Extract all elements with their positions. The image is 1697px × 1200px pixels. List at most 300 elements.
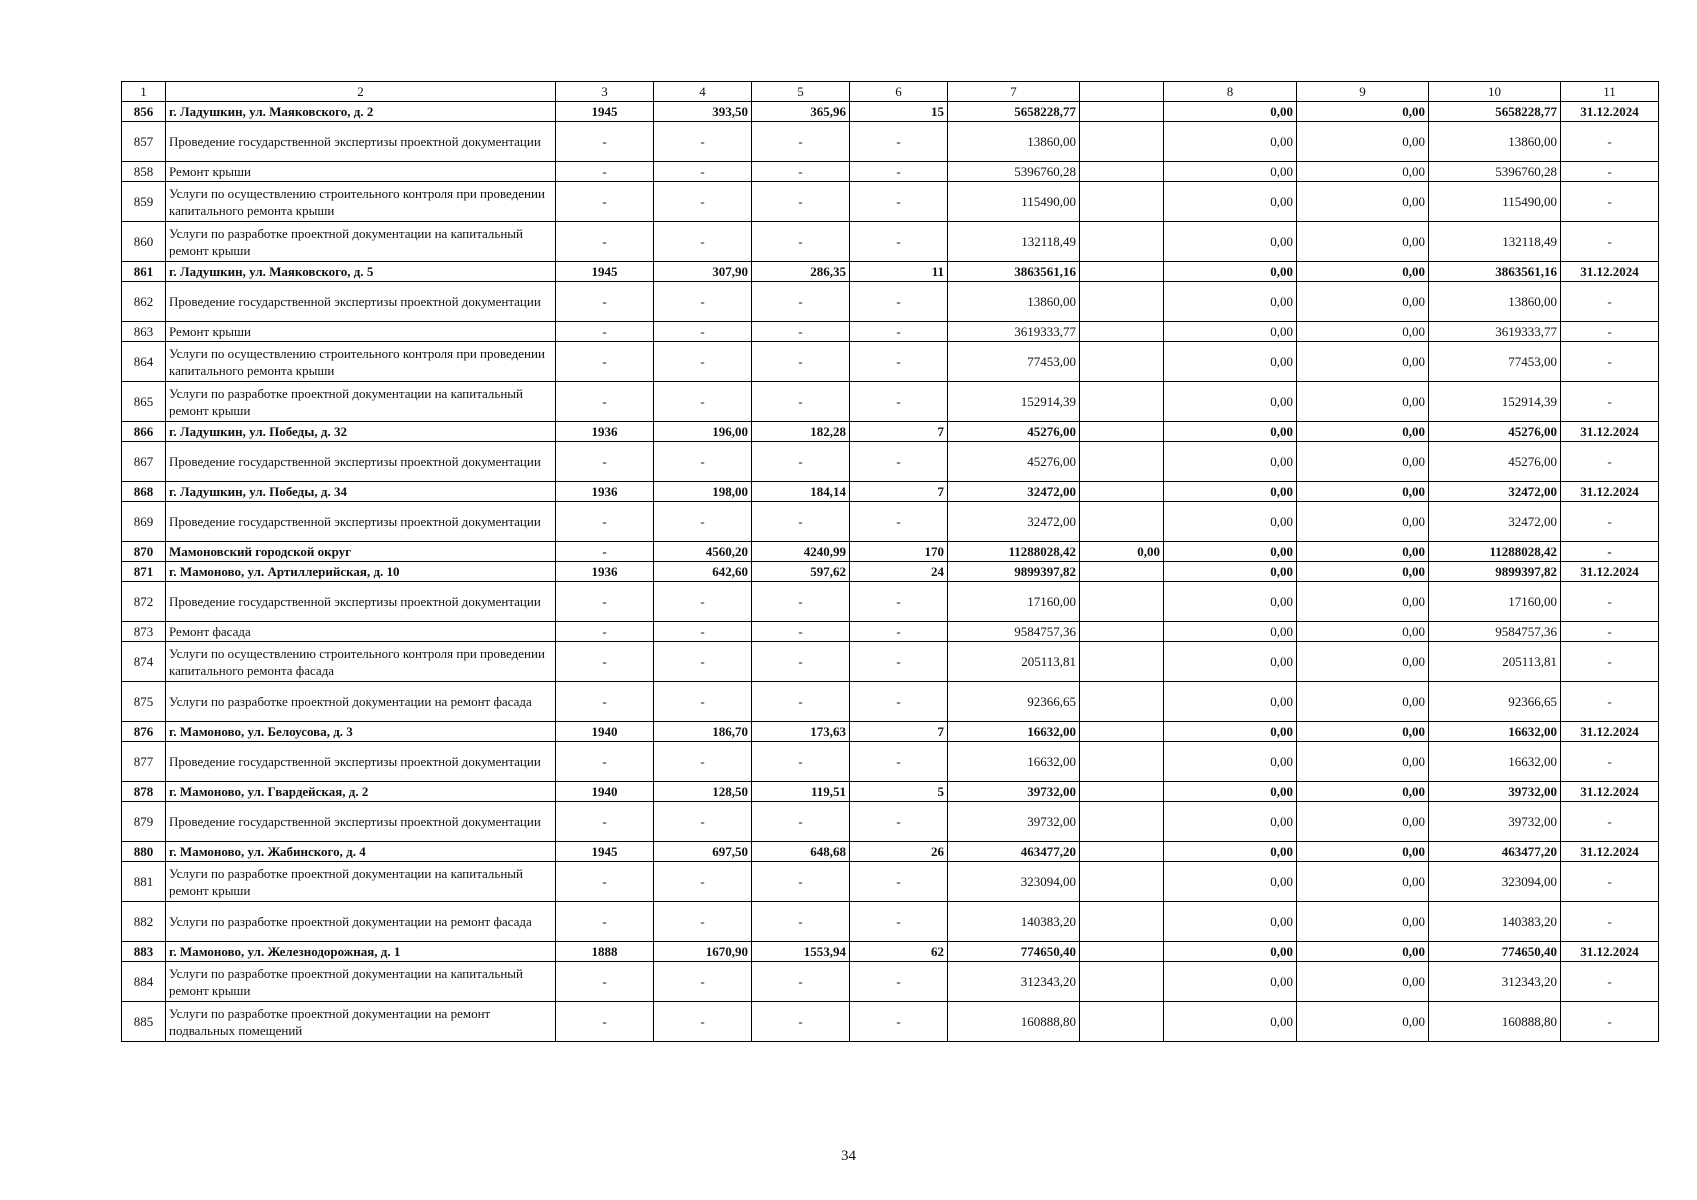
table-row	[122, 102, 1659, 122]
total-area: -	[654, 682, 752, 722]
total-cost: 152914,39	[948, 382, 1080, 422]
build-year: -	[556, 382, 654, 422]
regional-funds: 0,00	[1297, 642, 1429, 682]
build-year: -	[556, 342, 654, 382]
repair-program-table	[121, 81, 1659, 1042]
build-year: -	[556, 902, 654, 942]
owner-funds: 13860,00	[1429, 122, 1561, 162]
row-name: Услуги по разработке проектной документации на ремонт подвальных помещений	[166, 1002, 556, 1042]
row-number: 867	[122, 442, 166, 482]
completion-date: -	[1561, 742, 1659, 782]
row-number: 880	[122, 842, 166, 862]
completion-date: -	[1561, 802, 1659, 842]
completion-date: -	[1561, 322, 1659, 342]
total-area: -	[654, 1002, 752, 1042]
row-number: 870	[122, 542, 166, 562]
owner-funds: 323094,00	[1429, 862, 1561, 902]
regional-funds: 0,00	[1297, 742, 1429, 782]
row-name: Проведение государственной экспертизы проектной документации	[166, 442, 556, 482]
total-cost: 5396760,28	[948, 162, 1080, 182]
regional-funds: 0,00	[1297, 902, 1429, 942]
total-area: -	[654, 122, 752, 162]
total-cost: 9899397,82	[948, 562, 1080, 582]
regional-funds: 0,00	[1297, 1002, 1429, 1042]
federal-funds: 0,00	[1164, 322, 1297, 342]
residents-count: 11	[850, 262, 948, 282]
regional-funds: 0,00	[1297, 262, 1429, 282]
regional-funds: 0,00	[1297, 102, 1429, 122]
regional-funds: 0,00	[1297, 122, 1429, 162]
owner-funds: 16632,00	[1429, 742, 1561, 782]
completion-date: -	[1561, 682, 1659, 722]
living-area: 1553,94	[752, 942, 850, 962]
col-header: 2	[166, 82, 556, 102]
row-name: г. Мамоново, ул. Жабинского, д. 4	[166, 842, 556, 862]
build-year: -	[556, 862, 654, 902]
total-cost: 17160,00	[948, 582, 1080, 622]
extra-cost	[1080, 282, 1164, 322]
living-area: -	[752, 1002, 850, 1042]
living-area: 365,96	[752, 102, 850, 122]
total-cost: 39732,00	[948, 802, 1080, 842]
owner-funds: 3619333,77	[1429, 322, 1561, 342]
total-area: -	[654, 962, 752, 1002]
row-name: Услуги по осуществлению строительного контроля при проведении капитального ремонта крыши	[166, 182, 556, 222]
row-number: 859	[122, 182, 166, 222]
extra-cost	[1080, 382, 1164, 422]
owner-funds: 32472,00	[1429, 482, 1561, 502]
build-year: -	[556, 622, 654, 642]
row-name: Услуги по разработке проектной документации на капитальный ремонт крыши	[166, 382, 556, 422]
living-area: 184,14	[752, 482, 850, 502]
owner-funds: 16632,00	[1429, 722, 1561, 742]
build-year: -	[556, 802, 654, 842]
regional-funds: 0,00	[1297, 422, 1429, 442]
owner-funds: 152914,39	[1429, 382, 1561, 422]
build-year: 1940	[556, 722, 654, 742]
extra-cost	[1080, 862, 1164, 902]
federal-funds: 0,00	[1164, 422, 1297, 442]
completion-date: 31.12.2024	[1561, 102, 1659, 122]
total-cost: 92366,65	[948, 682, 1080, 722]
residents-count: -	[850, 902, 948, 942]
federal-funds: 0,00	[1164, 622, 1297, 642]
build-year: -	[556, 182, 654, 222]
build-year: -	[556, 1002, 654, 1042]
federal-funds: 0,00	[1164, 382, 1297, 422]
owner-funds: 463477,20	[1429, 842, 1561, 862]
completion-date: -	[1561, 622, 1659, 642]
residents-count: -	[850, 442, 948, 482]
total-area: 393,50	[654, 102, 752, 122]
col-header: 10	[1429, 82, 1561, 102]
row-name: Мамоновский городской округ	[166, 542, 556, 562]
total-cost: 16632,00	[948, 742, 1080, 782]
row-name: Услуги по разработке проектной документации на ремонт фасада	[166, 682, 556, 722]
col-header: 4	[654, 82, 752, 102]
row-number: 869	[122, 502, 166, 542]
total-cost: 774650,40	[948, 942, 1080, 962]
federal-funds: 0,00	[1164, 942, 1297, 962]
total-cost: 312343,20	[948, 962, 1080, 1002]
row-number: 856	[122, 102, 166, 122]
total-area: -	[654, 162, 752, 182]
owner-funds: 32472,00	[1429, 502, 1561, 542]
table-row	[122, 802, 1659, 842]
total-cost: 160888,80	[948, 1002, 1080, 1042]
residents-count: 7	[850, 722, 948, 742]
living-area: -	[752, 642, 850, 682]
federal-funds: 0,00	[1164, 722, 1297, 742]
completion-date: -	[1561, 862, 1659, 902]
col-header: 1	[122, 82, 166, 102]
residents-count: -	[850, 382, 948, 422]
extra-cost	[1080, 962, 1164, 1002]
federal-funds: 0,00	[1164, 542, 1297, 562]
row-number: 866	[122, 422, 166, 442]
table-row	[122, 902, 1659, 942]
row-name: Услуги по осуществлению строительного контроля при проведении капитального ремонта крыши	[166, 342, 556, 382]
residents-count: -	[850, 182, 948, 222]
row-name: Ремонт крыши	[166, 162, 556, 182]
residents-count: 15	[850, 102, 948, 122]
completion-date: -	[1561, 1002, 1659, 1042]
federal-funds: 0,00	[1164, 962, 1297, 1002]
total-cost: 11288028,42	[948, 542, 1080, 562]
build-year: 1936	[556, 482, 654, 502]
regional-funds: 0,00	[1297, 842, 1429, 862]
row-number: 879	[122, 802, 166, 842]
extra-cost	[1080, 582, 1164, 622]
extra-cost	[1080, 802, 1164, 842]
regional-funds: 0,00	[1297, 282, 1429, 322]
completion-date: 31.12.2024	[1561, 842, 1659, 862]
completion-date: -	[1561, 182, 1659, 222]
row-name: Проведение государственной экспертизы проектной документации	[166, 122, 556, 162]
completion-date: -	[1561, 382, 1659, 422]
table-row	[122, 282, 1659, 322]
build-year: -	[556, 502, 654, 542]
total-cost: 132118,49	[948, 222, 1080, 262]
total-area: 4560,20	[654, 542, 752, 562]
row-number: 860	[122, 222, 166, 262]
owner-funds: 140383,20	[1429, 902, 1561, 942]
owner-funds: 5658228,77	[1429, 102, 1561, 122]
row-name: Проведение государственной экспертизы проектной документации	[166, 802, 556, 842]
extra-cost: 0,00	[1080, 542, 1164, 562]
extra-cost	[1080, 842, 1164, 862]
total-cost: 3619333,77	[948, 322, 1080, 342]
row-number: 874	[122, 642, 166, 682]
table-row	[122, 442, 1659, 482]
completion-date: 31.12.2024	[1561, 422, 1659, 442]
total-area: 1670,90	[654, 942, 752, 962]
owner-funds: 160888,80	[1429, 1002, 1561, 1042]
regional-funds: 0,00	[1297, 182, 1429, 222]
row-name: Услуги по разработке проектной документации на капитальный ремонт крыши	[166, 222, 556, 262]
total-cost: 45276,00	[948, 422, 1080, 442]
federal-funds: 0,00	[1164, 282, 1297, 322]
total-area: -	[654, 222, 752, 262]
row-name: г. Ладушкин, ул. Победы, д. 34	[166, 482, 556, 502]
regional-funds: 0,00	[1297, 482, 1429, 502]
regional-funds: 0,00	[1297, 722, 1429, 742]
owner-funds: 774650,40	[1429, 942, 1561, 962]
total-area: 642,60	[654, 562, 752, 582]
build-year: -	[556, 442, 654, 482]
extra-cost	[1080, 342, 1164, 382]
regional-funds: 0,00	[1297, 442, 1429, 482]
extra-cost	[1080, 622, 1164, 642]
table-row	[122, 382, 1659, 422]
residents-count: -	[850, 682, 948, 722]
extra-cost	[1080, 182, 1164, 222]
living-area: 182,28	[752, 422, 850, 442]
total-area: 697,50	[654, 842, 752, 862]
extra-cost	[1080, 422, 1164, 442]
owner-funds: 3863561,16	[1429, 262, 1561, 282]
completion-date: 31.12.2024	[1561, 722, 1659, 742]
residents-count: 24	[850, 562, 948, 582]
total-cost: 32472,00	[948, 482, 1080, 502]
regional-funds: 0,00	[1297, 162, 1429, 182]
extra-cost	[1080, 442, 1164, 482]
living-area: 648,68	[752, 842, 850, 862]
row-name: г. Мамоново, ул. Артиллерийская, д. 10	[166, 562, 556, 582]
row-number: 865	[122, 382, 166, 422]
row-number: 882	[122, 902, 166, 942]
extra-cost	[1080, 722, 1164, 742]
extra-cost	[1080, 742, 1164, 782]
completion-date: -	[1561, 642, 1659, 682]
residents-count: -	[850, 1002, 948, 1042]
build-year: -	[556, 962, 654, 1002]
residents-count: 170	[850, 542, 948, 562]
total-area: -	[654, 622, 752, 642]
total-area: -	[654, 802, 752, 842]
build-year: -	[556, 682, 654, 722]
row-name: Услуги по разработке проектной документации на капитальный ремонт крыши	[166, 962, 556, 1002]
table-row	[122, 542, 1659, 562]
total-area: 128,50	[654, 782, 752, 802]
federal-funds: 0,00	[1164, 582, 1297, 622]
row-name: Ремонт фасада	[166, 622, 556, 642]
completion-date: -	[1561, 542, 1659, 562]
regional-funds: 0,00	[1297, 562, 1429, 582]
total-cost: 13860,00	[948, 282, 1080, 322]
table-row	[122, 962, 1659, 1002]
owner-funds: 11288028,42	[1429, 542, 1561, 562]
residents-count: 26	[850, 842, 948, 862]
table-row	[122, 502, 1659, 542]
owner-funds: 9899397,82	[1429, 562, 1561, 582]
col-header: 9	[1297, 82, 1429, 102]
completion-date: -	[1561, 222, 1659, 262]
row-number: 862	[122, 282, 166, 322]
living-area: 119,51	[752, 782, 850, 802]
federal-funds: 0,00	[1164, 682, 1297, 722]
completion-date: -	[1561, 122, 1659, 162]
table-row	[122, 162, 1659, 182]
owner-funds: 13860,00	[1429, 282, 1561, 322]
owner-funds: 39732,00	[1429, 782, 1561, 802]
table-row	[122, 122, 1659, 162]
regional-funds: 0,00	[1297, 862, 1429, 902]
federal-funds: 0,00	[1164, 642, 1297, 682]
living-area: -	[752, 222, 850, 262]
residents-count: 62	[850, 942, 948, 962]
completion-date: 31.12.2024	[1561, 782, 1659, 802]
owner-funds: 45276,00	[1429, 422, 1561, 442]
build-year: -	[556, 542, 654, 562]
federal-funds: 0,00	[1164, 842, 1297, 862]
row-name: Проведение государственной экспертизы проектной документации	[166, 582, 556, 622]
total-area: -	[654, 642, 752, 682]
federal-funds: 0,00	[1164, 1002, 1297, 1042]
row-number: 873	[122, 622, 166, 642]
completion-date: -	[1561, 502, 1659, 542]
row-name: г. Ладушкин, ул. Маяковского, д. 2	[166, 102, 556, 122]
owner-funds: 9584757,36	[1429, 622, 1561, 642]
federal-funds: 0,00	[1164, 482, 1297, 502]
regional-funds: 0,00	[1297, 342, 1429, 382]
total-area: -	[654, 282, 752, 322]
extra-cost	[1080, 162, 1164, 182]
living-area: -	[752, 622, 850, 642]
living-area: -	[752, 862, 850, 902]
living-area: -	[752, 382, 850, 422]
total-area: -	[654, 322, 752, 342]
federal-funds: 0,00	[1164, 562, 1297, 582]
living-area: 4240,99	[752, 542, 850, 562]
row-number: 863	[122, 322, 166, 342]
table-row	[122, 742, 1659, 782]
build-year: 1940	[556, 782, 654, 802]
total-cost: 45276,00	[948, 442, 1080, 482]
living-area: 597,62	[752, 562, 850, 582]
total-area: -	[654, 502, 752, 542]
row-name: Ремонт крыши	[166, 322, 556, 342]
total-cost: 205113,81	[948, 642, 1080, 682]
build-year: -	[556, 742, 654, 782]
total-cost: 463477,20	[948, 842, 1080, 862]
total-area: -	[654, 582, 752, 622]
regional-funds: 0,00	[1297, 942, 1429, 962]
completion-date: -	[1561, 962, 1659, 1002]
regional-funds: 0,00	[1297, 322, 1429, 342]
federal-funds: 0,00	[1164, 502, 1297, 542]
extra-cost	[1080, 262, 1164, 282]
living-area: -	[752, 502, 850, 542]
owner-funds: 132118,49	[1429, 222, 1561, 262]
col-header: 8	[1164, 82, 1297, 102]
extra-cost	[1080, 322, 1164, 342]
regional-funds: 0,00	[1297, 502, 1429, 542]
federal-funds: 0,00	[1164, 442, 1297, 482]
living-area: -	[752, 582, 850, 622]
table-row	[122, 1002, 1659, 1042]
column-number-row	[122, 82, 1659, 102]
living-area: -	[752, 442, 850, 482]
living-area: -	[752, 742, 850, 782]
extra-cost	[1080, 102, 1164, 122]
col-header: 6	[850, 82, 948, 102]
row-number: 885	[122, 1002, 166, 1042]
completion-date: -	[1561, 342, 1659, 382]
total-cost: 3863561,16	[948, 262, 1080, 282]
owner-funds: 17160,00	[1429, 582, 1561, 622]
living-area: -	[752, 282, 850, 322]
row-name: г. Мамоново, ул. Белоусова, д. 3	[166, 722, 556, 742]
total-area: -	[654, 382, 752, 422]
owner-funds: 77453,00	[1429, 342, 1561, 382]
row-number: 864	[122, 342, 166, 382]
row-number: 872	[122, 582, 166, 622]
regional-funds: 0,00	[1297, 962, 1429, 1002]
page-number: 34	[841, 1148, 856, 1164]
row-number: 871	[122, 562, 166, 582]
federal-funds: 0,00	[1164, 262, 1297, 282]
federal-funds: 0,00	[1164, 782, 1297, 802]
completion-date: -	[1561, 902, 1659, 942]
total-cost: 39732,00	[948, 782, 1080, 802]
build-year: 1945	[556, 842, 654, 862]
table-row	[122, 342, 1659, 382]
residents-count: -	[850, 282, 948, 322]
total-area: -	[654, 442, 752, 482]
regional-funds: 0,00	[1297, 542, 1429, 562]
living-area: -	[752, 122, 850, 162]
build-year: 1936	[556, 422, 654, 442]
table-row	[122, 862, 1659, 902]
regional-funds: 0,00	[1297, 222, 1429, 262]
build-year: -	[556, 322, 654, 342]
total-cost: 323094,00	[948, 862, 1080, 902]
row-name: Проведение государственной экспертизы проектной документации	[166, 502, 556, 542]
federal-funds: 0,00	[1164, 122, 1297, 162]
build-year: -	[556, 122, 654, 162]
build-year: 1945	[556, 262, 654, 282]
regional-funds: 0,00	[1297, 682, 1429, 722]
completion-date: -	[1561, 582, 1659, 622]
completion-date: 31.12.2024	[1561, 482, 1659, 502]
table-body	[122, 82, 1659, 1042]
owner-funds: 5396760,28	[1429, 162, 1561, 182]
row-name: Услуги по разработке проектной документации на ремонт фасада	[166, 902, 556, 942]
col-header: 5	[752, 82, 850, 102]
table-row	[122, 482, 1659, 502]
total-cost: 77453,00	[948, 342, 1080, 382]
row-number: 881	[122, 862, 166, 902]
owner-funds: 205113,81	[1429, 642, 1561, 682]
living-area: -	[752, 162, 850, 182]
build-year: -	[556, 282, 654, 322]
table-row	[122, 182, 1659, 222]
federal-funds: 0,00	[1164, 742, 1297, 782]
total-area: 307,90	[654, 262, 752, 282]
row-name: г. Ладушкин, ул. Маяковского, д. 5	[166, 262, 556, 282]
residents-count: -	[850, 862, 948, 902]
completion-date: 31.12.2024	[1561, 942, 1659, 962]
total-cost: 32472,00	[948, 502, 1080, 542]
extra-cost	[1080, 682, 1164, 722]
col-header	[1080, 82, 1164, 102]
federal-funds: 0,00	[1164, 902, 1297, 942]
row-number: 875	[122, 682, 166, 722]
federal-funds: 0,00	[1164, 802, 1297, 842]
total-area: -	[654, 742, 752, 782]
total-cost: 16632,00	[948, 722, 1080, 742]
